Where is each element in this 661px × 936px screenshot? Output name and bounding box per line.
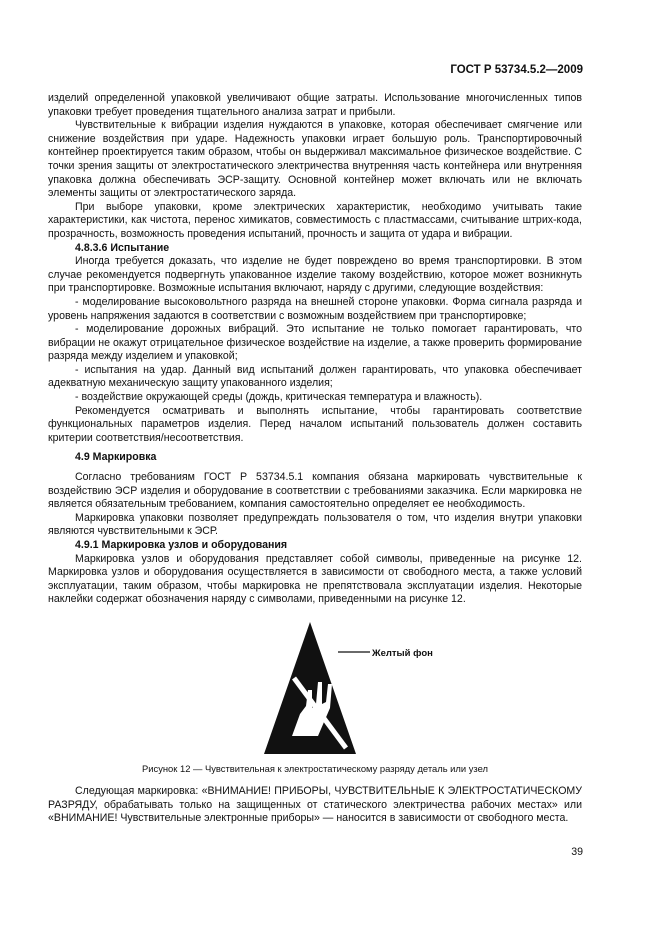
paragraph: Рекомендуется осматривать и выполнять испытание, чтобы гарантировать соответствие функциональных параметров изделия. Перед началом испытаний пользователь должен составить критерии соответствия/несоответствия. — [48, 404, 582, 444]
paragraph: Согласно требованиям ГОСТ Р 53734.5.1 компания обязана маркировать чувствительные к воздействию ЭСР изделия и оборудование в соответствии с требованиями заказчика. Если маркировка не является обязательным требованием, компания самостоятельно определяет ее необходимость. — [48, 471, 582, 511]
section-heading: 4.9 Маркировка — [75, 451, 157, 464]
esd-warning-icon — [260, 618, 440, 758]
paragraph: Маркировка узлов и оборудования представляет собой символы, приведенные на рисунке 12. Маркировка узлов и оборудования осуществляется в зависимости от свободного места, а также условий эксплуатации, таким образом, чтобы маркировка не препятствовала эксплуатации изделия. Некоторые наклейки содержат обозначения наряду с символами, приведенными на рисунке 12. — [48, 552, 582, 606]
figure-12 — [48, 618, 582, 758]
paragraph: При выборе упаковки, кроме электрических характеристик, необходимо учитывать такие характеристики, как чистота, перенос химикатов, совместимость с пластмассами, считывание штрих-кода, прозрачность, возможность проведения испытаний, прочность и защита от удара и вибрации. — [48, 200, 582, 240]
paragraph: изделий определенной упаковкой увеличивают общие затраты. Использование многочисленных типов упаковки требует проведения тщательного анализа затрат и прибыли. — [48, 92, 582, 118]
section-heading: 4.8.3.6 Испытание — [75, 241, 170, 254]
body-text-after-figure — [48, 785, 582, 826]
figure-caption: Рисунок 12 — Чувствительная к электростатическому разряду деталь или узел — [142, 763, 488, 774]
figure-label: Желтый фон — [372, 648, 433, 659]
list-item: - моделирование дорожных вибраций. Это испытание не только помогает гарантировать, что вибрации не окажут отрицательное физическое воздействие на изделие, а также проверить формирование разряда между изделием и упаковкой; — [48, 323, 582, 363]
paragraph: Следующая маркировка: «ВНИМАНИЕ! ПРИБОРЫ, ЧУВСТВИТЕЛЬНЫЕ К ЭЛЕКТРОСТАТИЧЕСКОМУ РАЗРЯДУ, обрабатывать только на защищенных от статического электричества рабочих местах» или «ВНИМАНИЕ! Чувствительные электронные приборы» — наносится в зависимости от свободного места. — [48, 785, 582, 825]
page-number: 39 — [571, 846, 583, 858]
paragraph: Маркировка упаковки позволяет предупреждать пользователя о том, что изделия внутри упаковки являются чувствительными к ЭСР. — [48, 511, 582, 538]
paragraph: Иногда требуется доказать, что изделие не будет повреждено во время транспортировки. В этом случае рекомендуется подвергнуть упакованное изделие такому воздействию, которое может возникнуть при транспортировке. Возможные испытания включают, наряду с другими, следующие воздействия: — [48, 255, 582, 295]
body-text — [48, 92, 582, 607]
document-header: ГОСТ Р 53734.5.2—2009 — [450, 64, 583, 76]
list-item: - воздействие окружающей среды (дождь, критическая температура и влажность). — [75, 391, 483, 404]
paragraph: Чувствительные к вибрации изделия нуждаются в упаковке, которая обеспечивает смягчение или снижение воздействия при ударе. Надежность упаковки играет большую роль. Транспортировочный контейнер проектируется таким образом, чтобы он выдерживал максимальное физическое воздействие. С точки зрения защиты от электростатического электричества внутренняя часть контейнера или внутренняя упаковка должна обеспечивать ЭСР-защиту. Основной контейнер может включать или не включать элементы защиты от электростатического заряда. — [48, 119, 582, 200]
section-heading: 4.9.1 Маркировка узлов и оборудования — [75, 539, 288, 551]
list-item: - испытания на удар. Данный вид испытаний должен гарантировать, что упаковка обеспечивает адекватную механическую защиту упакованного изделия; — [48, 363, 582, 390]
list-item: - моделирование высоковольтного разряда на внешней стороне упаковки. Форма сигнала разряда и уровень напряжения задаются в соответствии с возможным воздействием при транспортировке; — [48, 295, 582, 322]
